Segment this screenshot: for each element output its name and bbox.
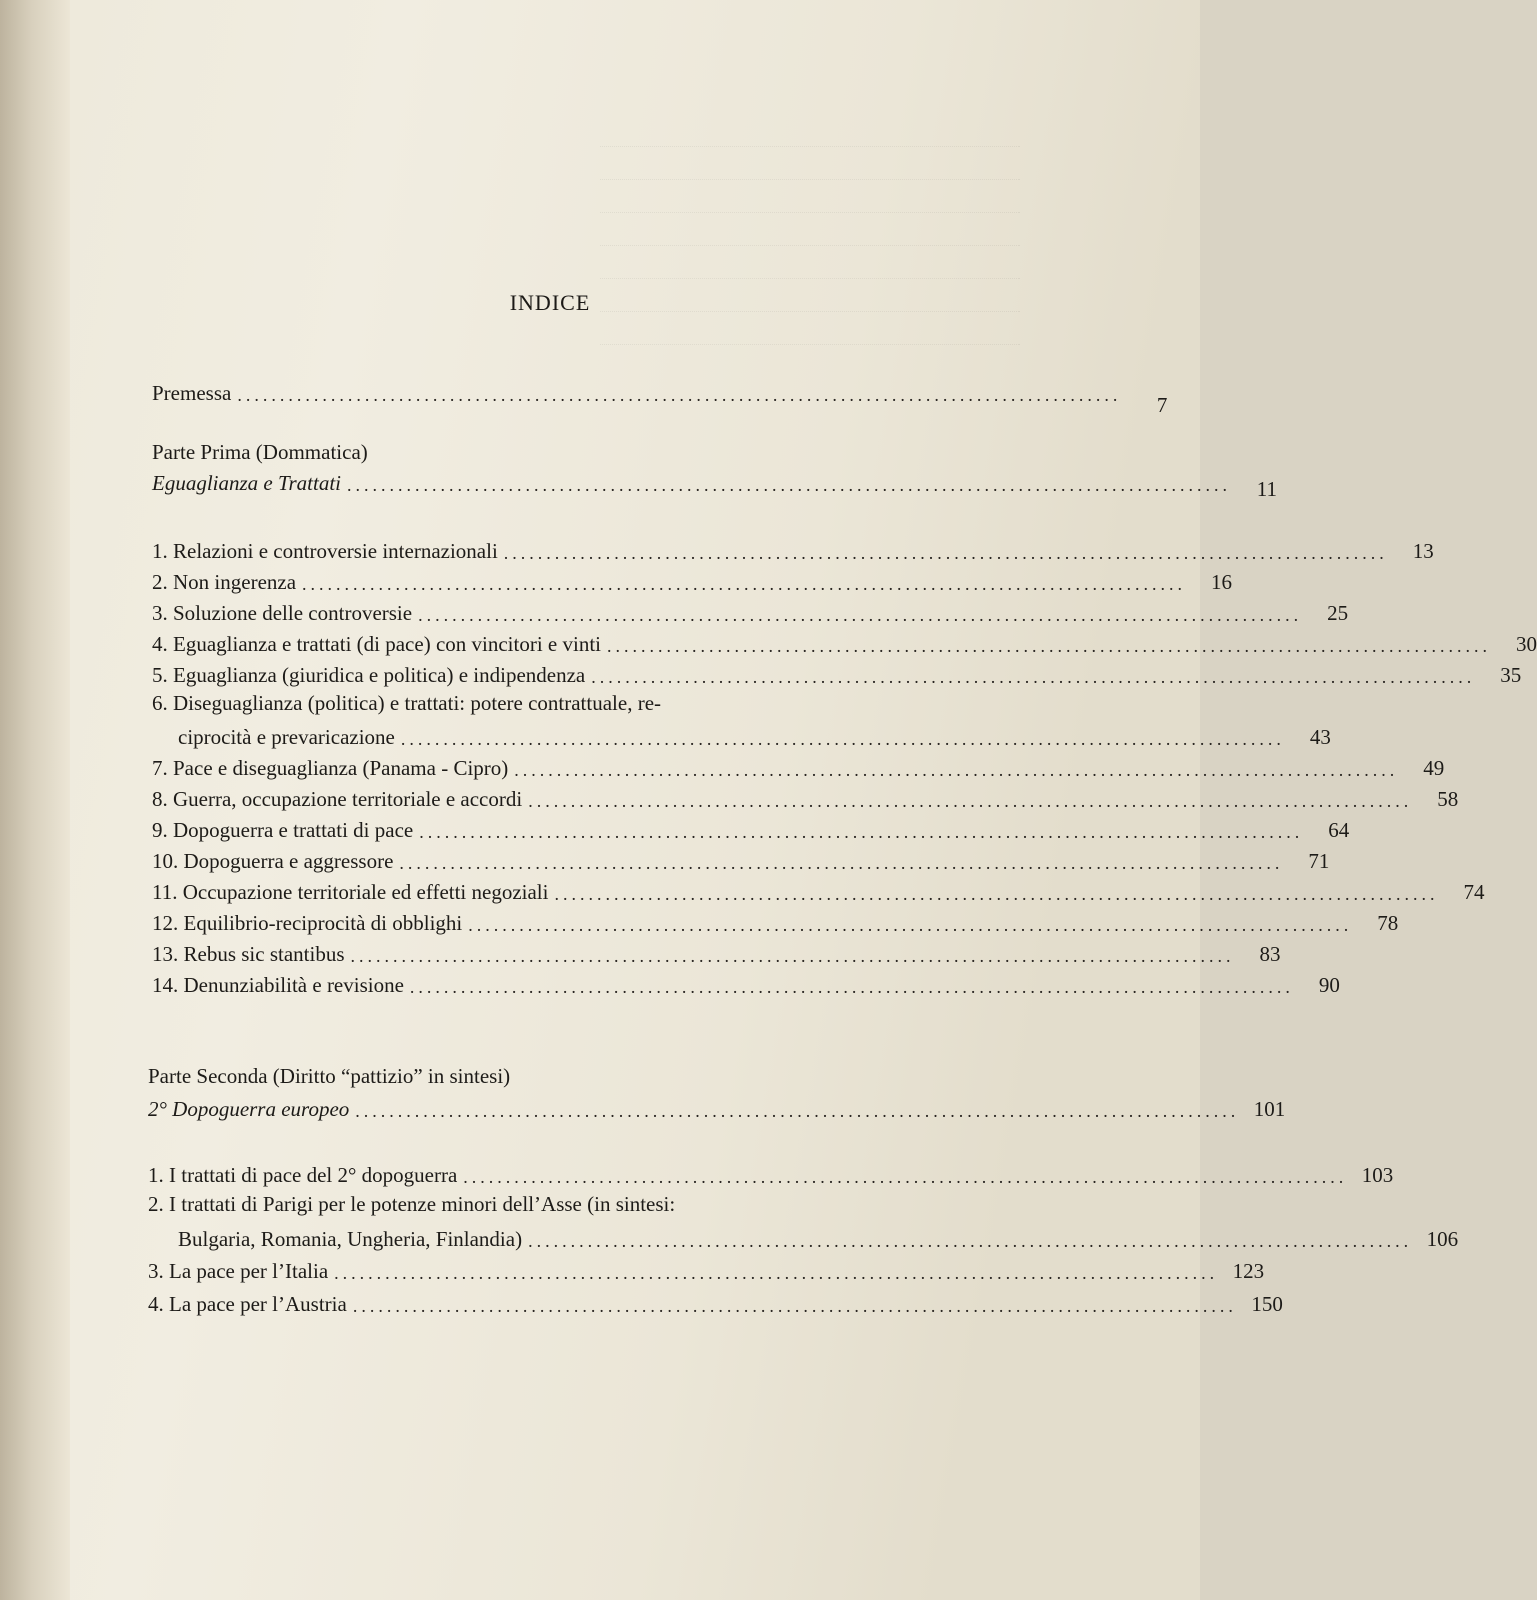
leader-dots: ........................................................................................................ bbox=[468, 915, 1353, 935]
toc-entry bbox=[178, 722, 1331, 750]
toc-entry-label: 13. Rebus sic stantibus bbox=[152, 942, 345, 966]
leader-dots: ........................................................................................................ bbox=[528, 791, 1413, 811]
toc-entry-part-subtitle bbox=[148, 1094, 1286, 1122]
toc-entry-page: 101 bbox=[1253, 1097, 1286, 1121]
toc-entry bbox=[152, 846, 1330, 874]
leader-dots: ........................................................................................................ bbox=[463, 1167, 1348, 1187]
toc-entry-page: 64 bbox=[1328, 818, 1350, 842]
toc-entry-page: 49 bbox=[1423, 756, 1445, 780]
toc-entry bbox=[152, 908, 1399, 936]
toc-entry-label: Premessa bbox=[152, 381, 232, 405]
leader-dots: ........................................................................................................ bbox=[503, 543, 1388, 563]
toc-entry bbox=[152, 815, 1350, 843]
toc-entry bbox=[152, 598, 1349, 626]
toc-entry-page: 16 bbox=[1211, 570, 1233, 594]
toc-entry bbox=[152, 939, 1281, 967]
toc-entry-label: 14. Denunziabilità e revisione bbox=[152, 973, 404, 997]
toc-entry-premessa bbox=[152, 378, 1168, 417]
toc-entry bbox=[178, 1224, 1459, 1252]
toc-entry-page: 25 bbox=[1327, 601, 1349, 625]
toc-entry-label: 12. Equilibrio-reciprocità di obblighi bbox=[152, 911, 463, 935]
toc-entry-page: 13 bbox=[1412, 539, 1434, 563]
book-spine-shadow bbox=[0, 0, 70, 1600]
toc-entry-page: 58 bbox=[1437, 787, 1459, 811]
toc-entry bbox=[152, 629, 1537, 657]
leader-dots: ........................................................................................................ bbox=[514, 760, 1399, 780]
toc-entry-page: 78 bbox=[1377, 911, 1399, 935]
leader-dots: ........................................................................................................ bbox=[418, 605, 1303, 625]
leader-dots: ........................................................................................................ bbox=[400, 729, 1285, 749]
toc-entry-label: 4. Eguaglianza e trattati (di pace) con vincitori e vinti bbox=[152, 632, 601, 656]
toc-entry bbox=[152, 784, 1459, 812]
toc-entry-page: 90 bbox=[1318, 973, 1340, 997]
toc-entry-label: 2. I trattati di Parigi per le potenze minori dell’Asse (in sintesi: bbox=[148, 1192, 676, 1216]
leader-dots: ........................................................................................................ bbox=[591, 667, 1476, 687]
leader-dots: ........................................................................................................ bbox=[355, 1101, 1240, 1121]
toc-entry-label: 4. La pace per l’Austria bbox=[148, 1292, 347, 1316]
part-heading: Parte Seconda (Diritto “pattizio” in sintesi) bbox=[148, 1064, 511, 1088]
bleed-through-text bbox=[600, 120, 1020, 360]
toc-entry-label: 5. Eguaglianza (giuridica e politica) e indipendenza bbox=[152, 663, 586, 687]
toc-entry-page: 11 bbox=[1256, 477, 1278, 501]
toc-entry bbox=[152, 970, 1340, 998]
toc-entry-label: 2. Non ingerenza bbox=[152, 570, 297, 594]
toc-entry bbox=[152, 660, 1522, 688]
toc-entry-label: 10. Dopoguerra e aggressore bbox=[152, 849, 394, 873]
toc-entry-page: 123 bbox=[1232, 1259, 1265, 1283]
toc-entry bbox=[152, 753, 1445, 781]
toc-entry-label-continued: Bulgaria, Romania, Ungheria, Finlandia) bbox=[178, 1227, 523, 1251]
toc-entry bbox=[152, 877, 1485, 905]
toc-entry-label: 3. Soluzione delle controversie bbox=[152, 601, 413, 625]
toc-entry-label: 8. Guerra, occupazione territoriale e accordi bbox=[152, 787, 523, 811]
toc-entry-page: 71 bbox=[1308, 849, 1330, 873]
page-title: INDICE bbox=[509, 290, 591, 315]
leader-dots: ........................................................................................................ bbox=[409, 977, 1294, 997]
toc-entry-page: 35 bbox=[1500, 663, 1522, 687]
toc-entry-page: 83 bbox=[1259, 942, 1281, 966]
leader-dots: ........................................................................................................ bbox=[334, 1263, 1219, 1283]
toc-entry bbox=[152, 536, 1434, 564]
toc-entry-label: 3. La pace per l’Italia bbox=[148, 1259, 329, 1283]
leader-dots: ........................................................................................................ bbox=[554, 884, 1439, 904]
toc-entry-label: 11. Occupazione territoriale ed effetti negoziali bbox=[152, 880, 549, 904]
leader-dots: ........................................................................................................ bbox=[399, 853, 1284, 873]
toc-entry-page: 150 bbox=[1251, 1292, 1283, 1316]
leader-dots: ........................................................................................................ bbox=[237, 385, 1122, 405]
leader-dots: ........................................................................................................ bbox=[350, 946, 1235, 966]
toc-entry-label: 7. Pace e diseguaglianza (Panama - Cipro) bbox=[152, 756, 509, 780]
toc-entry-label: 1. I trattati di pace del 2° dopoguerra bbox=[148, 1163, 458, 1187]
leader-dots: ........................................................................................................ bbox=[352, 1296, 1237, 1316]
toc-entry-part-subtitle bbox=[152, 468, 1278, 501]
toc-entry-label: 2° Dopoguerra europeo bbox=[148, 1097, 350, 1121]
toc-entry-page: 43 bbox=[1309, 725, 1331, 749]
toc-entry bbox=[148, 1160, 1394, 1188]
leader-dots: ........................................................................................................ bbox=[528, 1231, 1413, 1251]
toc-entry-label: 6. Diseguaglianza (politica) e trattati: potere contrattuale, re- bbox=[152, 691, 662, 715]
toc-entry-label: 1. Relazioni e controversie internazionali bbox=[152, 539, 498, 563]
toc-entry-label: Eguaglianza e Trattati bbox=[152, 471, 342, 495]
toc-entry bbox=[148, 1289, 1283, 1317]
toc-entry-page: 7 bbox=[1156, 393, 1168, 417]
toc-entry bbox=[148, 1256, 1265, 1284]
leader-dots: ........................................................................................................ bbox=[347, 475, 1232, 495]
leader-dots: ........................................................................................................ bbox=[419, 822, 1304, 842]
toc-entry-page: 30 bbox=[1516, 632, 1537, 656]
toc-entry bbox=[152, 567, 1233, 595]
toc-entry-label: 9. Dopoguerra e trattati di pace bbox=[152, 818, 414, 842]
toc-entry-page: 74 bbox=[1463, 880, 1485, 904]
toc-entry-page: 106 bbox=[1426, 1227, 1459, 1251]
toc-entry-label-continued: ciprocità e prevaricazione bbox=[178, 725, 395, 749]
leader-dots: ........................................................................................................ bbox=[607, 636, 1491, 656]
part-heading: Parte Prima (Dommatica) bbox=[152, 440, 368, 464]
toc-entry-page: 103 bbox=[1361, 1163, 1394, 1187]
leader-dots: ........................................................................................................ bbox=[302, 574, 1187, 594]
